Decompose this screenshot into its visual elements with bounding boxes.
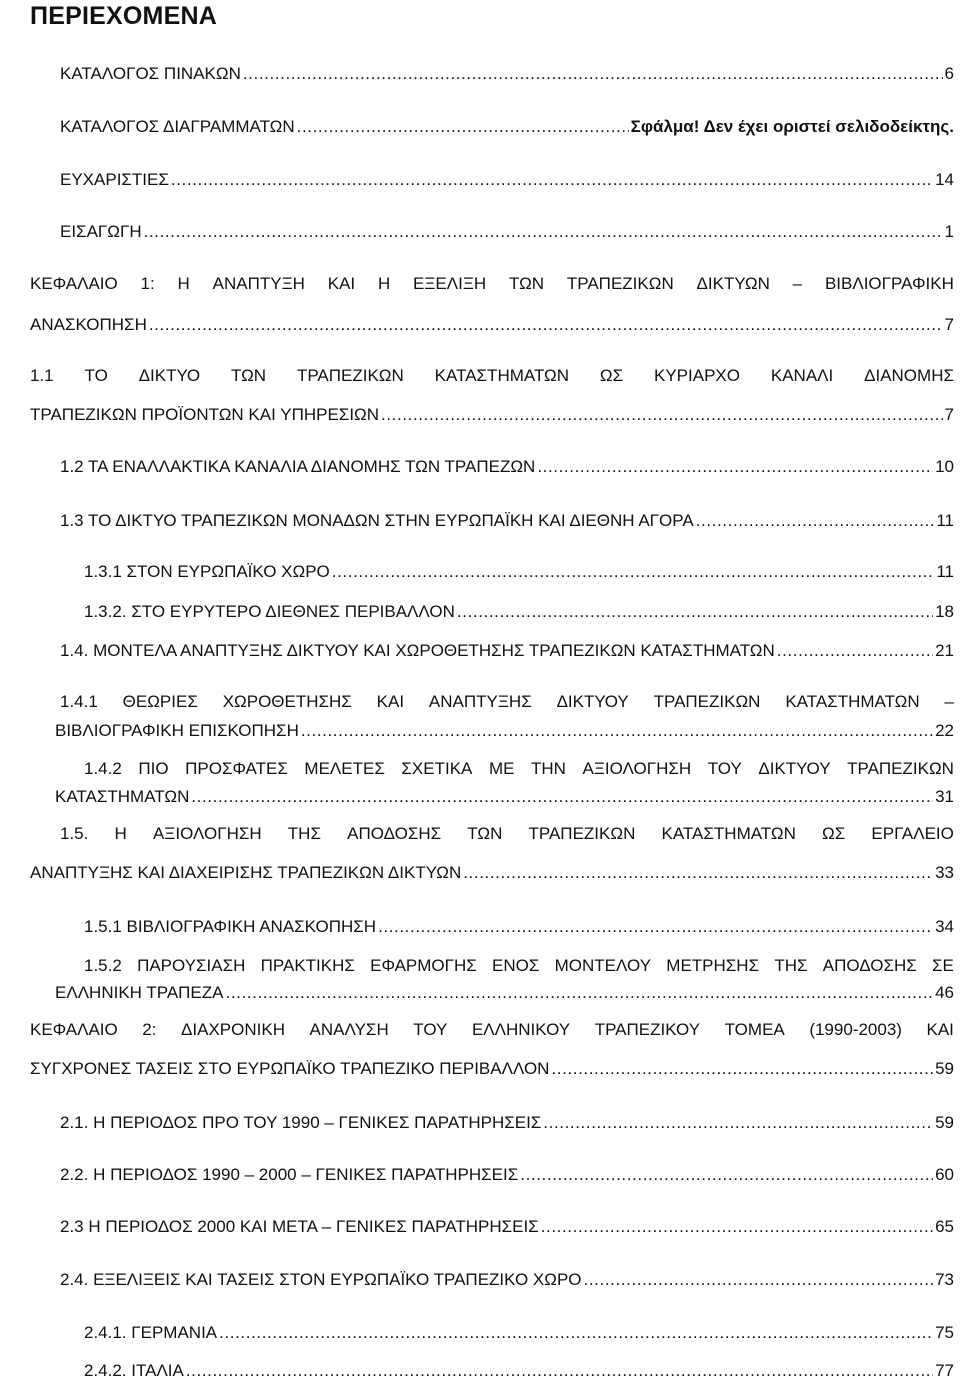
toc-entry[interactable] [60, 1112, 954, 1134]
toc-word: (1990-2003) [809, 1020, 902, 1039]
toc-entry-text-first-line [84, 954, 954, 978]
toc-entry-text: 2.3 Η ΠΕΡΙΟΔΟΣ 2000 ΚΑΙ ΜΕΤΑ – ΓΕΝΙΚΕΣ ΠΑΡΑΤΗΡΗΣΕΙΣ [60, 1217, 539, 1236]
toc-entry[interactable] [55, 720, 954, 742]
toc-page-number: 11 [936, 562, 954, 581]
toc-entry-first-line [60, 822, 954, 846]
toc-word: ΑΝΑΠΤΥΞΗ [212, 274, 305, 293]
toc-word: ΧΩΡΟΘΕΤΗΣΗΣ [222, 692, 352, 711]
toc-entry-text: 2.4.2. ΙΤΑΛΙΑ [84, 1361, 184, 1380]
toc-word: ΚΕΦΑΛΑΙΟ [30, 1020, 118, 1039]
toc-entry-text: 1.5.1 ΒΙΒΛΙΟΓΡΑΦΙΚΗ ΑΝΑΣΚΟΠΗΣΗ [84, 917, 377, 936]
toc-word: – [792, 274, 803, 293]
toc-page-number: 60 [935, 1165, 954, 1184]
toc-entry[interactable] [30, 862, 954, 884]
toc-entry-text-first-line [30, 272, 954, 296]
toc-word: ΤΟ [84, 366, 108, 385]
toc-entry-text: ΤΡΑΠΕΖΙΚΩΝ ΠΡΟΪΟΝΤΩΝ ΚΑΙ ΥΠΗΡΕΣΙΩΝ [30, 405, 380, 424]
toc-leader [541, 1216, 933, 1238]
toc-leader [551, 1058, 933, 1080]
toc-entry-first-line [30, 364, 954, 388]
toc-word: ΕΦΑΡΜΟΓΗΣ [370, 956, 477, 975]
toc-leader [297, 116, 629, 138]
toc-page-number: 21 [935, 641, 954, 660]
toc-entry-text: ΑΝΑΣΚΟΠΗΣΗ [30, 315, 147, 334]
toc-page-number: 11 [936, 511, 954, 530]
toc-word: ΑΝΑΠΤΥΞΗΣ [428, 692, 532, 711]
toc-word: ΑΞΙΟΛΟΓΗΣΗ [152, 824, 262, 843]
toc-entry-text: 1.2 ΤΑ ΕΝΑΛΛΑΚΤΙΚΑ ΚΑΝΑΛΙΑ ΔΙΑΝΟΜΗΣ ΤΩΝ ΤΡΑΠΕΖΩΝ [60, 457, 536, 476]
toc-word: ΤΟΥ [707, 759, 742, 778]
toc-leader [226, 982, 934, 1004]
toc-leader [332, 561, 935, 583]
toc-page-number: 1 [944, 222, 954, 241]
toc-word: ΤΩΝ [467, 824, 503, 843]
toc-entry-text-first-line [60, 822, 954, 846]
toc-word: ΕΝΟΣ [492, 956, 540, 975]
page-title: ΠΕΡΙΕΧΟΜΕΝΑ [30, 2, 217, 30]
toc-leader [777, 640, 933, 662]
toc-entry-text: 2.4. ΕΞΕΛΙΞΕΙΣ ΚΑΙ ΤΑΣΕΙΣ ΣΤΟΝ ΕΥΡΩΠΑΪΚΟ ΤΡΑΠΕΖΙΚΟ ΧΩΡΟ [60, 1270, 582, 1289]
toc-page-number: 75 [935, 1323, 954, 1342]
toc-word: ΕΛΛΗΝΙΚΟΥ [471, 1020, 571, 1039]
toc-word: ΔΙΚΤΥΩΝ [696, 274, 770, 293]
toc-entry-text: 1.3 ΤΟ ΔΙΚΤΥΟ ΤΡΑΠΕΖΙΚΩΝ ΜΟΝΑΔΩΝ ΣΤΗΝ ΕΥΡΩΠΑΪΚΗ ΚΑΙ ΔΙΕΘΝΗ ΑΓΟΡΑ [60, 511, 694, 530]
toc-entry[interactable] [30, 404, 954, 426]
toc-word: ΔΙΚΤΥΟΥ [556, 692, 629, 711]
toc-word: 1.4.2 [84, 759, 122, 778]
toc-word: ΚΕΦΑΛΑΙΟ [30, 274, 118, 293]
toc-word: ΤΗΣ [287, 824, 321, 843]
toc-word: ΩΣ [822, 824, 846, 843]
toc-entry-text: 1.3.2. ΣΤΟ ΕΥΡΥΤΕΡΟ ΔΙΕΘΝΕΣ ΠΕΡΙΒΑΛΛΟΝ [84, 602, 455, 621]
toc-entry-first-line [30, 272, 954, 296]
toc-word: Η [177, 274, 190, 293]
toc-word: ΤΩΝ [509, 274, 545, 293]
toc-word: ΚΑΤΑΣΤΗΜΑΤΩΝ [661, 824, 796, 843]
toc-page-number: 34 [935, 917, 954, 936]
toc-page-number: 46 [935, 983, 954, 1002]
toc-entry-text: 1.3.1 ΣΤΟΝ ΕΥΡΩΠΑΪΚΟ ΧΩΡΟ [84, 562, 330, 581]
toc-word: ΜΕ [488, 759, 515, 778]
toc-entry-first-line [84, 954, 954, 978]
toc-entry-text: ΚΑΤΑΣΤΗΜΑΤΩΝ [55, 787, 190, 806]
toc-word: ΤΡΑΠΕΖΙΚΩΝ [296, 366, 404, 385]
toc-entry[interactable] [60, 116, 954, 138]
toc-entry[interactable] [60, 456, 954, 478]
toc-entry[interactable] [84, 916, 954, 938]
toc-leader [301, 720, 933, 742]
toc-entry-text: ΒΙΒΛΙΟΓΡΑΦΙΚΗ ΕΠΙΣΚΟΠΗΣΗ [55, 721, 299, 740]
toc-entry-text: 1.4. ΜΟΝΤΕΛΑ ΑΝΑΠΤΥΞΗΣ ΔΙΚΤΥΟΥ ΚΑΙ ΧΩΡΟΘΕΤΗΣΗΣ ΤΡΑΠΕΖΙΚΩΝ ΚΑΤΑΣΤΗΜΑΤΩΝ [60, 641, 775, 660]
toc-page-number: 65 [935, 1217, 954, 1236]
toc-entry[interactable] [30, 1058, 954, 1080]
toc-page-number: 10 [935, 457, 954, 476]
toc-entry[interactable] [30, 314, 954, 336]
toc-entry[interactable] [60, 510, 954, 532]
toc-word: Η [377, 274, 391, 293]
toc-entry-text-first-line [60, 690, 954, 714]
toc-entry-first-line [84, 757, 954, 781]
toc-word: ΚΑΙ [327, 274, 356, 293]
toc-word: ΘΕΩΡΙΕΣ [122, 692, 198, 711]
toc-word: ΚΥΡΙΑΡΧΟ [654, 366, 740, 385]
toc-word: ΔΙΑΧΡΟΝΙΚΗ [181, 1020, 285, 1039]
toc-word: ΔΙΑΝΟΜΗΣ [864, 366, 954, 385]
toc-entry[interactable] [55, 982, 954, 1004]
toc-leader [219, 1322, 933, 1344]
toc-page-number: 14 [935, 170, 954, 189]
toc-entry-text: 2.1. Η ΠΕΡΙΟΔΟΣ ΠΡΟ ΤΟΥ 1990 – ΓΕΝΙΚΕΣ ΠΑΡΑΤΗΡΗΣΕΙΣ [60, 1113, 542, 1132]
toc-word: 2: [142, 1020, 157, 1039]
toc-word: ΤΡΑΠΕΖΙΚΟΥ [594, 1020, 701, 1039]
toc-entry-text: ΚΑΤΑΛΟΓΟΣ ΔΙΑΓΡΑΜΜΑΤΩΝ [60, 117, 295, 136]
toc-word: ΜΕΛΕΤΕΣ [304, 759, 385, 778]
toc-entry[interactable] [60, 1269, 954, 1291]
toc-word: ΚΑΝΑΛΙ [770, 366, 834, 385]
toc-entry-text: 2.4.1. ΓΕΡΜΑΝΙΑ [84, 1323, 218, 1342]
toc-leader [186, 1360, 933, 1382]
toc-word: ΒΙΒΛΙΟΓΡΑΦΙΚΗ [824, 274, 954, 293]
toc-leader [144, 221, 943, 243]
toc-entry[interactable] [60, 63, 954, 85]
toc-entry[interactable] [84, 561, 954, 583]
toc-entry-text: ΑΝΑΠΤΥΞΗΣ ΚΑΙ ΔΙΑΧΕΙΡΙΣΗΣ ΤΡΑΠΕΖΙΚΩΝ ΔΙΚΤΥΩΝ [30, 863, 462, 882]
toc-word: ΣΧΕΤΙΚΑ [401, 759, 473, 778]
toc-leader [381, 404, 943, 426]
toc-word: ΜΕΤΡΗΣΗΣ [666, 956, 760, 975]
toc-entry-text: ΕΛΛΗΝΙΚΗ ΤΡΑΠΕΖΑ [55, 983, 224, 1002]
toc-word: ΜΟΝΤΕΛΟΥ [554, 956, 652, 975]
toc-entry-text: ΕΥΧΑΡΙΣΤΙΕΣ [60, 170, 169, 189]
toc-word: ΠΙΟ [138, 759, 169, 778]
toc-word: ΑΞΙΟΛΟΓΗΣΗ [582, 759, 692, 778]
toc-page-number: 33 [935, 863, 954, 882]
toc-word: ΤΡΑΠΕΖΙΚΩΝ [528, 824, 636, 843]
toc-word: ΤΟΥ [413, 1020, 448, 1039]
toc-word: 1.5. [60, 824, 89, 843]
toc-page-number: 7 [944, 315, 954, 334]
toc-entry-text: ΚΑΤΑΛΟΓΟΣ ΠΙΝΑΚΩΝ [60, 64, 241, 83]
toc-word: – [944, 692, 954, 711]
toc-page-number: 77 [935, 1361, 954, 1380]
toc-entry[interactable] [60, 1164, 954, 1186]
toc-word: 1: [140, 274, 155, 293]
toc-entry[interactable] [84, 1360, 954, 1382]
toc-word: ΤΟΜΕΑ [724, 1020, 785, 1039]
toc-page-number: 73 [935, 1270, 954, 1289]
toc-word: ΕΡΓΑΛΕΙΟ [871, 824, 954, 843]
toc-word: ΕΞΕΛΙΞΗ [413, 274, 487, 293]
toc-word: ΑΠΟΔΟΣΗΣ [347, 824, 442, 843]
toc-entry-text: ΕΙΣΑΓΩΓΗ [60, 222, 142, 241]
toc-word: ΤΡΑΠΕΖΙΚΩΝ [653, 692, 761, 711]
toc-word: 1.1 [30, 366, 54, 385]
toc-bookmark-error: Σφάλμα! Δεν έχει οριστεί σελιδοδείκτης. [630, 117, 954, 136]
toc-word: ΠΡΟΣΦΑΤΕΣ [185, 759, 288, 778]
toc-page-number: 22 [935, 721, 954, 740]
toc-entry[interactable] [60, 169, 954, 191]
toc-entry-first-line [30, 1018, 954, 1042]
toc-entry[interactable] [60, 221, 954, 243]
toc-word: ΔΙΚΤΥΟΥ [758, 759, 831, 778]
toc-leader [457, 601, 933, 623]
toc-leader [149, 314, 943, 336]
toc-word: ΤΩΝ [231, 366, 267, 385]
toc-word: ΔΙΚΤΥΟ [138, 366, 201, 385]
toc-word: ΤΗΣ [774, 956, 808, 975]
toc-page-number: 18 [935, 602, 954, 621]
toc-word: ΚΑΙ [926, 1020, 954, 1039]
toc-word: ΤΗΝ [530, 759, 566, 778]
toc-entry-text: 2.2. Η ΠΕΡΙΟΔΟΣ 1990 – 2000 – ΓΕΝΙΚΕΣ ΠΑΡΑΤΗΡΗΣΕΙΣ [60, 1165, 519, 1184]
toc-page-number: 6 [944, 64, 954, 83]
toc-word: ΚΑΤΑΣΤΗΜΑΤΩΝ [785, 692, 920, 711]
toc-entry-text-first-line [30, 1018, 954, 1042]
toc-word: ΑΠΟΔΟΣΗΣ [822, 956, 917, 975]
toc-entry-text: ΣΥΓΧΡΟΝΕΣ ΤΑΣΕΙΣ ΣΤΟ ΕΥΡΩΠΑΪΚΟ ΤΡΑΠΕΖΙΚΟ ΠΕΡΙΒΑΛΛΟΝ [30, 1059, 550, 1078]
toc-leader [537, 456, 933, 478]
toc-word: ΤΡΑΠΕΖΙΚΩΝ [847, 759, 954, 778]
toc-word: Η [114, 824, 127, 843]
toc-entry-first-line [60, 690, 954, 714]
toc-word: 1.4.1 [60, 692, 98, 711]
toc-leader [543, 1112, 933, 1134]
toc-word: ΠΑΡΟΥΣΙΑΣΗ [137, 956, 246, 975]
toc-entry[interactable] [60, 1216, 954, 1238]
toc-leader [191, 786, 933, 808]
toc-leader [243, 63, 943, 85]
toc-word: ΣΕ [932, 956, 954, 975]
toc-leader [520, 1164, 933, 1186]
toc-leader [171, 169, 933, 191]
toc-leader [378, 916, 933, 938]
toc-entry[interactable] [84, 1322, 954, 1344]
toc-word: ΤΡΑΠΕΖΙΚΩΝ [566, 274, 674, 293]
toc-leader [584, 1269, 934, 1291]
toc-word: ΚΑΙ [376, 692, 405, 711]
toc-entry[interactable] [55, 786, 954, 808]
toc-page-number: 59 [935, 1113, 954, 1132]
toc-entry[interactable] [84, 601, 954, 623]
toc-word: 1.5.2 [84, 956, 122, 975]
toc-entry-text-first-line [84, 757, 954, 781]
toc-word: ΑΝΑΛΥΣΗ [309, 1020, 389, 1039]
toc-entry-text-first-line [30, 364, 954, 388]
toc-word: ΚΑΤΑΣΤΗΜΑΤΩΝ [434, 366, 570, 385]
toc-word: ΠΡΑΚΤΙΚΗΣ [260, 956, 355, 975]
toc-word: ΩΣ [599, 366, 624, 385]
toc-leader [463, 862, 933, 884]
toc-page-number: 59 [935, 1059, 954, 1078]
toc-entry[interactable] [60, 640, 954, 662]
toc-page-number: 7 [944, 405, 954, 424]
toc-leader [696, 510, 935, 532]
toc-page-number: 31 [935, 787, 954, 806]
